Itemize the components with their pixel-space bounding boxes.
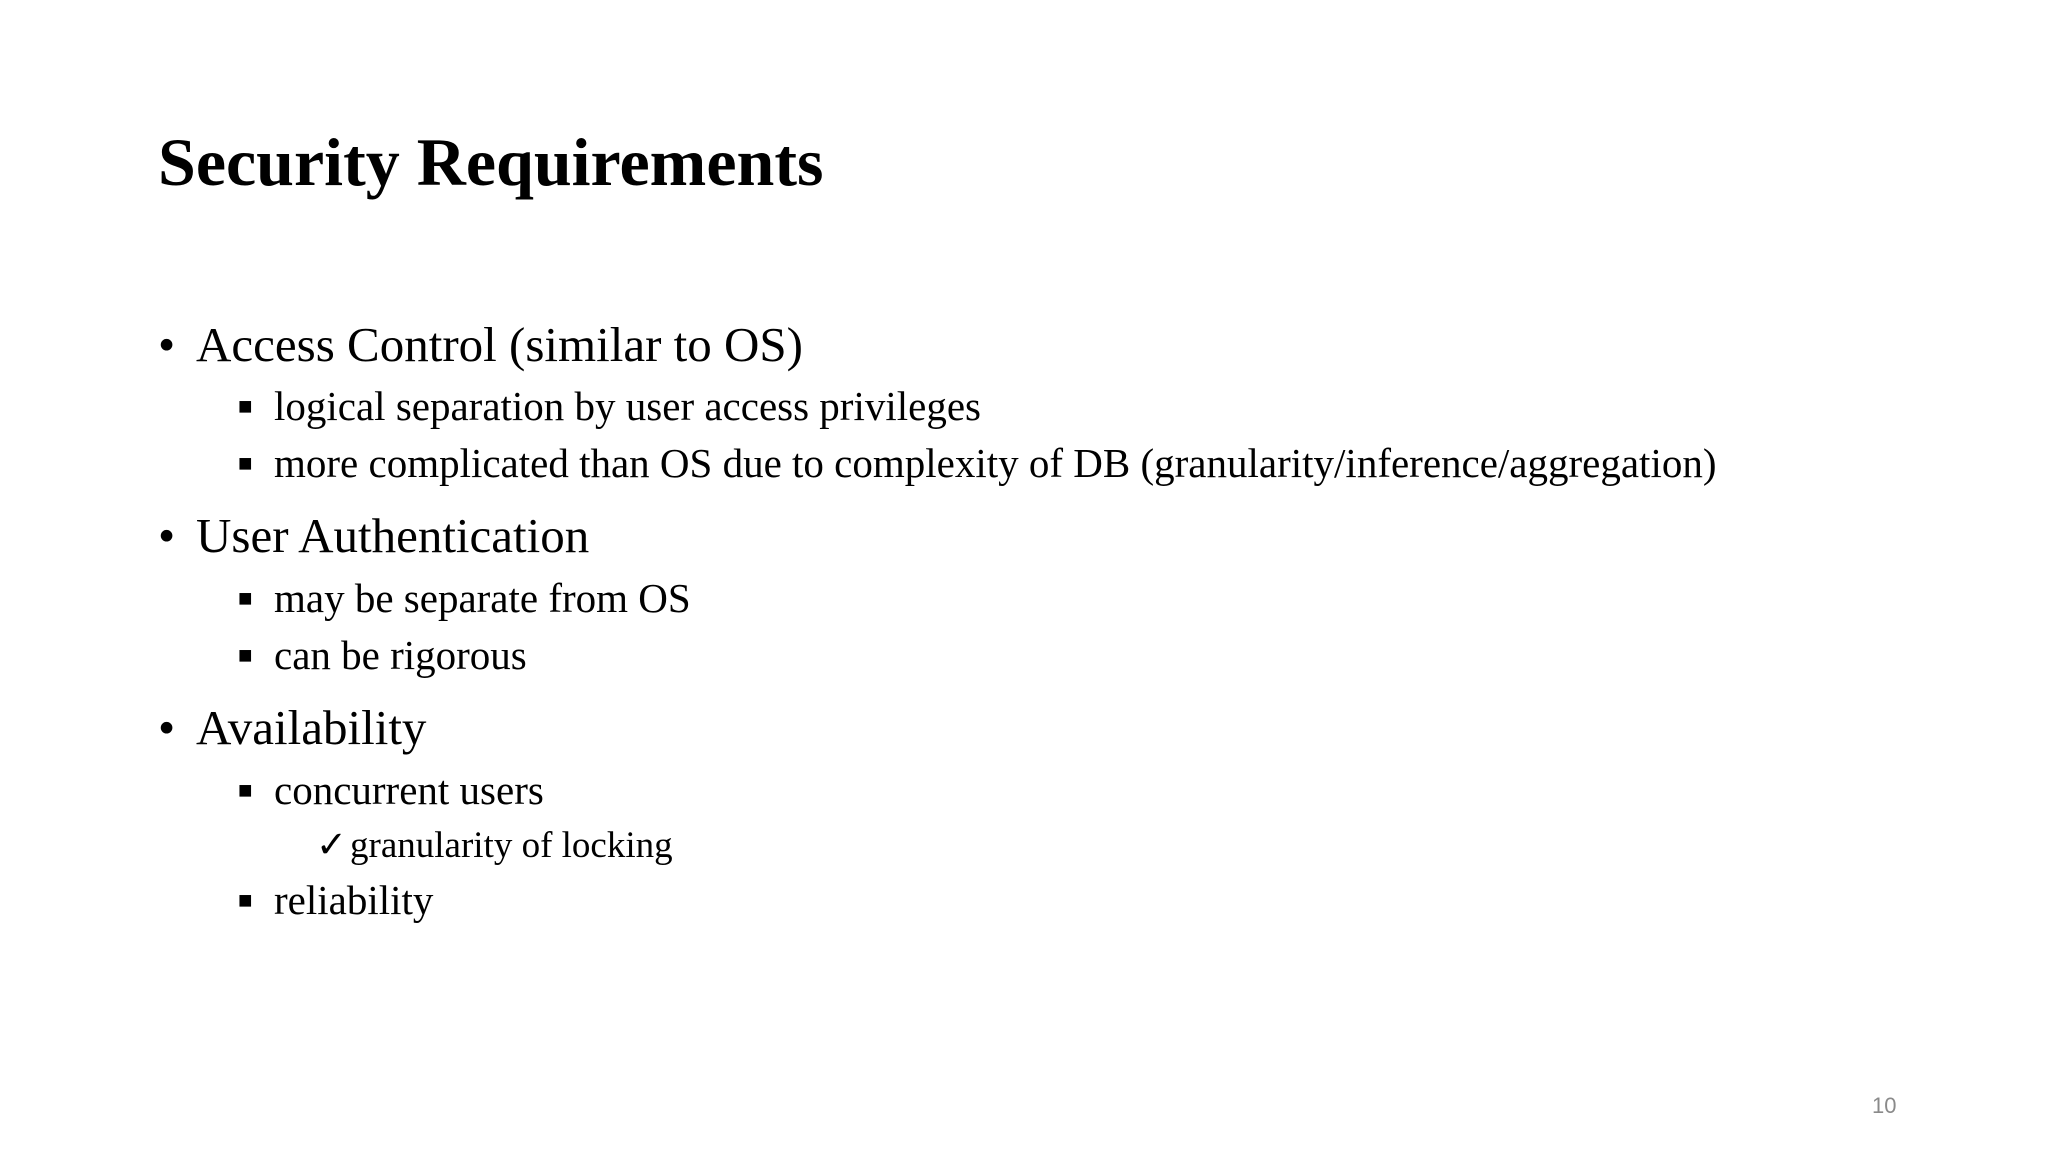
square-bullet-icon: ■ [238, 586, 253, 612]
sub-bullet-rigorous [238, 632, 527, 678]
sub-bullet-separate-from-os [238, 575, 691, 621]
bullet-text: User Authentication [196, 508, 590, 563]
sub-bullet-text: logical separation by user access privileges [274, 383, 981, 429]
square-bullet-icon: ■ [238, 451, 253, 477]
bullet-marker: • [158, 508, 176, 563]
page-number: 10 [1872, 1093, 1897, 1118]
square-bullet-icon: ■ [238, 888, 253, 914]
sub-bullet-text: reliability [274, 877, 434, 923]
bullet-access-control [158, 317, 803, 372]
bullet-text: Availability [196, 700, 427, 755]
square-bullet-icon: ■ [238, 394, 253, 420]
sub-bullet-text: more complicated than OS due to complexity of DB (granularity/inference/aggregation) [274, 440, 1717, 486]
bullet-marker: • [158, 317, 176, 372]
bullet-marker: • [158, 700, 176, 755]
slide-title: Security Requirements [158, 124, 824, 200]
square-bullet-icon: ■ [238, 778, 253, 804]
sub-bullet-text: may be separate from OS [274, 575, 691, 621]
checkmark-icon: ✓ [316, 825, 348, 866]
sub-bullet-text: can be rigorous [274, 632, 527, 678]
sub-bullet-concurrent-users [238, 767, 544, 813]
bullet-user-authentication [158, 508, 590, 563]
sub-bullet-text: concurrent users [274, 767, 544, 813]
bullet-text: Access Control (similar to OS) [196, 317, 803, 372]
square-bullet-icon: ■ [238, 643, 253, 669]
sub-bullet-more-complicated [238, 440, 1717, 486]
sub-sub-bullet-text: granularity of locking [350, 825, 673, 866]
sub-bullet-reliability [238, 877, 434, 923]
sub-sub-bullet-granularity-locking [316, 827, 673, 864]
bullet-availability [158, 700, 427, 755]
sub-bullet-logical-separation [238, 383, 981, 429]
